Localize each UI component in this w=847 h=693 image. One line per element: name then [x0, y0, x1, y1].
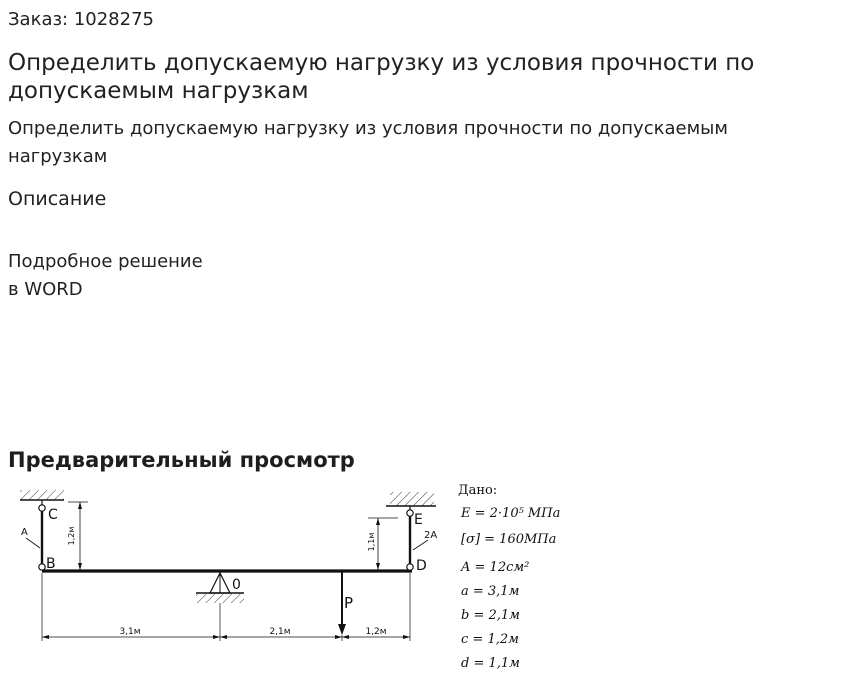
order-number: Заказ: 1028275 [8, 9, 154, 30]
description-heading: Описание [8, 188, 107, 210]
dimension-lines [42, 573, 410, 641]
given-a-len: a = 3,1м [461, 584, 520, 599]
given-c-len: c = 1,2м [461, 632, 519, 647]
label-e: E [414, 512, 423, 528]
label-b: B [46, 556, 56, 572]
label-h-right: 1,1м [367, 532, 376, 552]
label-dim-c: 1,2м [365, 627, 387, 637]
given-e: E = 2·10⁵ МПа [461, 506, 561, 521]
task-statement: Определить допускаемую нагрузку из условия прочности по допускаемым нагрузкам [8, 118, 728, 167]
label-dim-b: 2,1м [269, 627, 291, 637]
label-d: D [416, 558, 427, 574]
support-e [386, 492, 436, 516]
beam-diagram [8, 478, 578, 678]
label-a: A [21, 527, 28, 538]
preview-heading: Предварительный просмотр [8, 448, 355, 472]
given-data [458, 483, 560, 671]
label-support: 0 [232, 577, 241, 593]
label-dim-a: 3,1м [119, 627, 141, 637]
given-a: A = 12см² [461, 560, 530, 575]
label-c: C [48, 507, 58, 523]
given-d-len: d = 1,1м [461, 656, 520, 671]
description-line-2: в WORD [8, 279, 83, 300]
hinge-d [407, 564, 413, 570]
label-2a: 2A [424, 530, 438, 541]
label-h-left: 1,2м [67, 526, 76, 546]
given-title: Дано: [458, 483, 498, 498]
given-sigma: [σ] = 160МПа [461, 532, 557, 547]
label-p: P [344, 594, 354, 612]
hinge-b [39, 564, 45, 570]
given-b-len: b = 2,1м [461, 608, 520, 623]
description-line-1: Подробное решение [8, 251, 203, 272]
preview-image [8, 478, 578, 678]
page-title: Определить допускаемую нагрузку из условия прочности по допускаемым нагрузкам [8, 50, 755, 104]
